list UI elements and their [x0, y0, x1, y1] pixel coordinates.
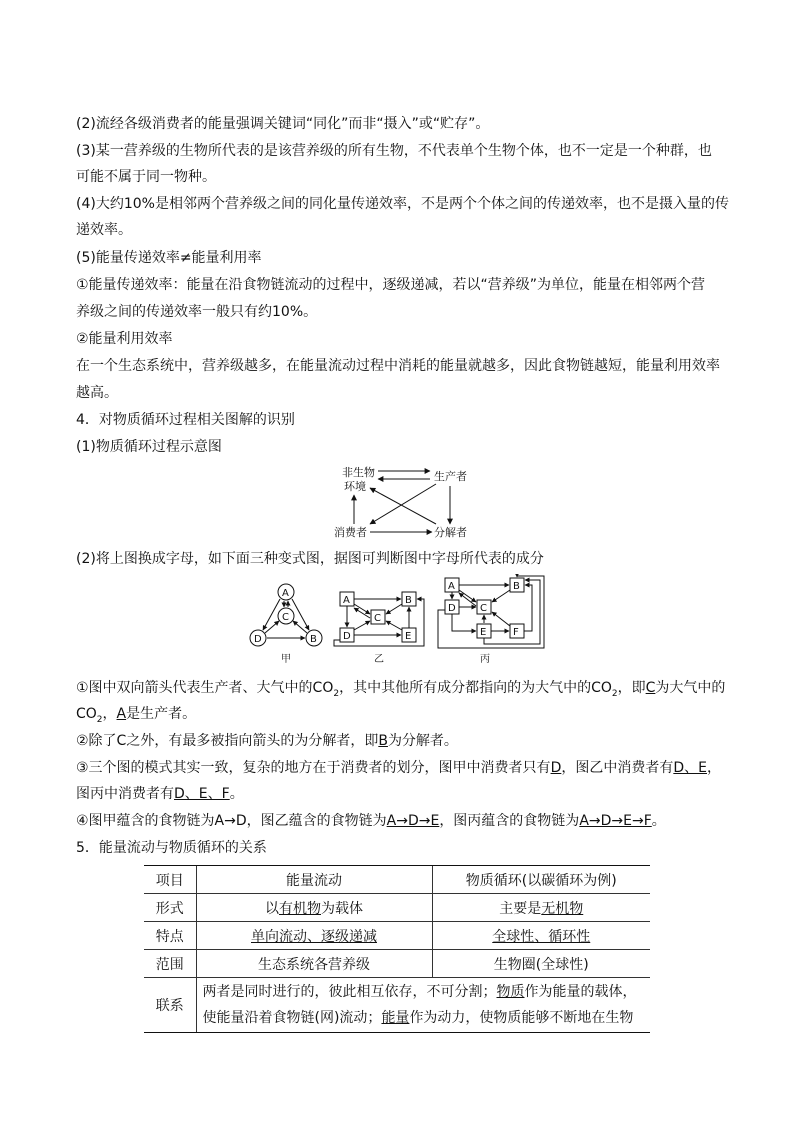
- answer-2: [76, 731, 726, 751]
- cell-underlined: 有机物: [279, 900, 321, 917]
- cell-matter: [432, 894, 650, 922]
- para-5-1-line-2: 养级之间的传递效率一般只有约10%。: [76, 304, 318, 320]
- label-yi: 乙: [374, 654, 384, 665]
- cell-underlined: 物质: [496, 984, 525, 1000]
- arrow-decomposer-to-abiotic: [370, 488, 436, 524]
- answer-1-blank-a: A: [116, 706, 127, 722]
- cell-energy: [196, 894, 432, 922]
- node-f-label: F: [513, 627, 519, 638]
- cell-text: 主要是: [499, 900, 542, 917]
- arrow-producer-to-consumer: [370, 484, 436, 524]
- node-c-label: C: [480, 603, 487, 614]
- relation-line-1: [203, 979, 645, 1005]
- para-3-line-2: 可能不属于同一物种。: [76, 169, 216, 185]
- cell-matter: [432, 922, 650, 950]
- para-5-heading: (5)能量传递效率≠能量利用率: [76, 250, 262, 266]
- subscript: 2: [611, 688, 618, 699]
- label-abiotic-line-1: 非生物: [342, 466, 375, 479]
- node-b-label: B: [513, 581, 520, 592]
- table-row-form: [144, 894, 650, 922]
- answer-4-text: 。: [651, 813, 666, 829]
- arrow-d-c: [354, 621, 370, 630]
- cell-text: 作为动力，使物质能够不断地在生物: [409, 1010, 634, 1026]
- answer-4-text: ④图甲蕴含的食物链为A→D，图乙蕴含的食物链为: [76, 813, 387, 829]
- node-e-label: E: [405, 631, 412, 642]
- header-material-cycle: 物质循环(以碳循环为例): [432, 866, 650, 894]
- para-3-line-1: (3)某一营养级的生物所代表的是该营养级的所有生物，不代表单个生物个体，也不一定是一个种群，也: [76, 143, 712, 159]
- para-4-line-2: 递效率。: [76, 222, 132, 238]
- answer-1-text: 为大气中的: [655, 680, 726, 696]
- cell-text: 为载体: [321, 900, 363, 917]
- para-5-2: ②能量利用效率: [76, 331, 173, 347]
- answer-3-line-2: [76, 784, 726, 804]
- node-c-label: C: [282, 612, 289, 623]
- label-consumer: 消费者: [334, 526, 367, 539]
- answer-4: [76, 811, 726, 831]
- label-decomposer: 分解者: [434, 526, 467, 539]
- para-5-3-line-2: 越高。: [76, 385, 118, 401]
- arrow-f-b: [524, 585, 532, 631]
- diagram-yi: [334, 592, 424, 665]
- answer-2-blank-b: B: [378, 733, 388, 749]
- section-5-heading: 5．能量流动与物质循环的关系: [76, 840, 267, 856]
- header-energy-flow: 能量流动: [196, 866, 432, 894]
- cell-energy: [196, 922, 432, 950]
- label-producer: 生产者: [434, 470, 467, 483]
- answer-2-text: ②除了C之外，有最多被指向箭头的为分解者，即: [76, 733, 379, 749]
- table-row-scope: [144, 950, 650, 978]
- row-label: 特点: [144, 922, 196, 950]
- para-2: (2)流经各级消费者的能量强调关键词“同化”而非“摄入”或“贮存”。: [76, 116, 490, 132]
- row-label: 联系: [144, 978, 196, 1033]
- label-abiotic-line-2: 环境: [344, 480, 366, 493]
- answer-1-text: ，即: [617, 680, 646, 696]
- cell-underlined: 单向流动、逐级递减: [251, 928, 377, 945]
- para-4-line-1: (4)大约10%是相邻两个营养级之间的同化量传递效率，不是两个个体之间的传递效率，也不是摄入量的传: [76, 196, 729, 212]
- node-c-label: C: [374, 613, 381, 624]
- section-4-1: (1)物质循环过程示意图: [76, 439, 222, 455]
- arrow-a-c: [459, 590, 476, 602]
- arrow-b-c: [492, 590, 510, 602]
- answer-3-text: ，图乙中消费者有: [561, 760, 674, 776]
- variant-diagrams: [240, 574, 550, 666]
- row-label: 范围: [144, 950, 196, 978]
- node-a-label: A: [282, 588, 289, 599]
- arrow-f-c: [492, 612, 510, 626]
- cell-energy: 生态系统各营养级: [196, 950, 432, 978]
- section-4-2: (2)将上图换成字母，如下面三种变式图，据图可判断图中字母所代表的成分: [76, 551, 544, 567]
- table-row-relation: [144, 978, 650, 1033]
- answer-3-blank-de: D、E: [673, 760, 707, 776]
- node-d-label: D: [448, 603, 456, 614]
- cell-relation: [196, 978, 650, 1033]
- cell-text: 两者是同时进行的，彼此相互依存，不可分割；: [202, 984, 497, 1000]
- subscript: 2: [96, 714, 103, 725]
- table-header-row: [144, 866, 650, 894]
- answer-4-blank-bing: A→D→E→F: [579, 813, 652, 829]
- label-bing: 丙: [480, 654, 490, 665]
- arrow-a-d: [263, 599, 280, 630]
- answer-3-text: 。: [229, 786, 244, 802]
- table-row-feature: [144, 922, 650, 950]
- node-a-label: A: [448, 581, 455, 592]
- para-5-3-line-1: 在一个生态系统中，营养级越多，在能量流动过程中消耗的能量就越多，因此食物链越短，能量利用效率: [76, 358, 720, 374]
- answer-1-line-1: [76, 678, 726, 704]
- relation-line-2: [203, 1005, 645, 1031]
- diagram-jia: [250, 584, 322, 665]
- answer-1-text: CO: [76, 706, 97, 722]
- answer-3-blank-d: D: [550, 760, 562, 776]
- cell-underlined: 全球性、循环性: [492, 928, 591, 945]
- answer-1-blank-c: C: [645, 680, 656, 696]
- answer-3-line-1: [76, 758, 726, 778]
- answer-2-text: 为分解者。: [387, 733, 458, 749]
- cell-text: 作为能量的载体，: [524, 984, 637, 1000]
- material-cycle-diagram: [330, 462, 480, 542]
- cell-text: 使能量沿着食物链(网)流动；: [202, 1010, 382, 1026]
- answer-1-text: 是生产者。: [126, 706, 197, 722]
- answer-3-text: ，: [706, 760, 721, 776]
- answer-1-text: ，: [102, 706, 117, 722]
- diagram-bing: [438, 576, 544, 665]
- answer-3-text: ③三个图的模式其实一致，复杂的地方在于消费者的划分，图甲中消费者只有: [76, 760, 551, 776]
- row-label: 形式: [144, 894, 196, 922]
- answer-4-blank-yi: A→D→E: [386, 813, 440, 829]
- arrow-a-b: [292, 599, 309, 630]
- answer-1-line-2: [76, 704, 726, 730]
- arrow-c-a: [459, 593, 476, 606]
- answer-3-blank-def: D、E、F: [174, 786, 230, 802]
- node-d-label: D: [343, 631, 351, 642]
- node-e-label: E: [480, 627, 487, 638]
- cell-underlined: 能量: [381, 1010, 410, 1026]
- cell-underlined: 无机物: [541, 900, 584, 917]
- answer-1-text: ，其中其他所有成分都指向的为大气中的CO: [339, 680, 612, 696]
- section-4-heading: 4．对物质循环过程相关图解的识别: [76, 412, 295, 428]
- answer-1-text: ①图中双向箭头代表生产者、大气中的CO: [76, 680, 334, 696]
- node-b-label: B: [310, 634, 317, 645]
- cell-matter: 生物圈(全球性): [432, 950, 650, 978]
- header-item: 项目: [144, 866, 196, 894]
- node-a-label: A: [343, 595, 350, 606]
- arrow-b-c: [386, 604, 402, 614]
- arrow-d-e: [452, 614, 476, 631]
- label-jia: 甲: [281, 654, 291, 665]
- arrow-e-c: [386, 621, 402, 630]
- energy-matter-table: [144, 865, 650, 1033]
- subscript: 2: [333, 688, 340, 699]
- answer-4-text: ，图丙蕴含的食物链为: [439, 813, 580, 829]
- cell-text: 以: [265, 900, 279, 917]
- answer-3-text: 图丙中消费者有: [76, 786, 174, 802]
- node-d-label: D: [254, 634, 262, 645]
- node-b-label: B: [405, 595, 412, 606]
- para-5-1-line-1: ①能量传递效率：能量在沿食物链流动的过程中，逐级递减，若以“营养级”为单位，能量在相邻两个营: [76, 277, 706, 293]
